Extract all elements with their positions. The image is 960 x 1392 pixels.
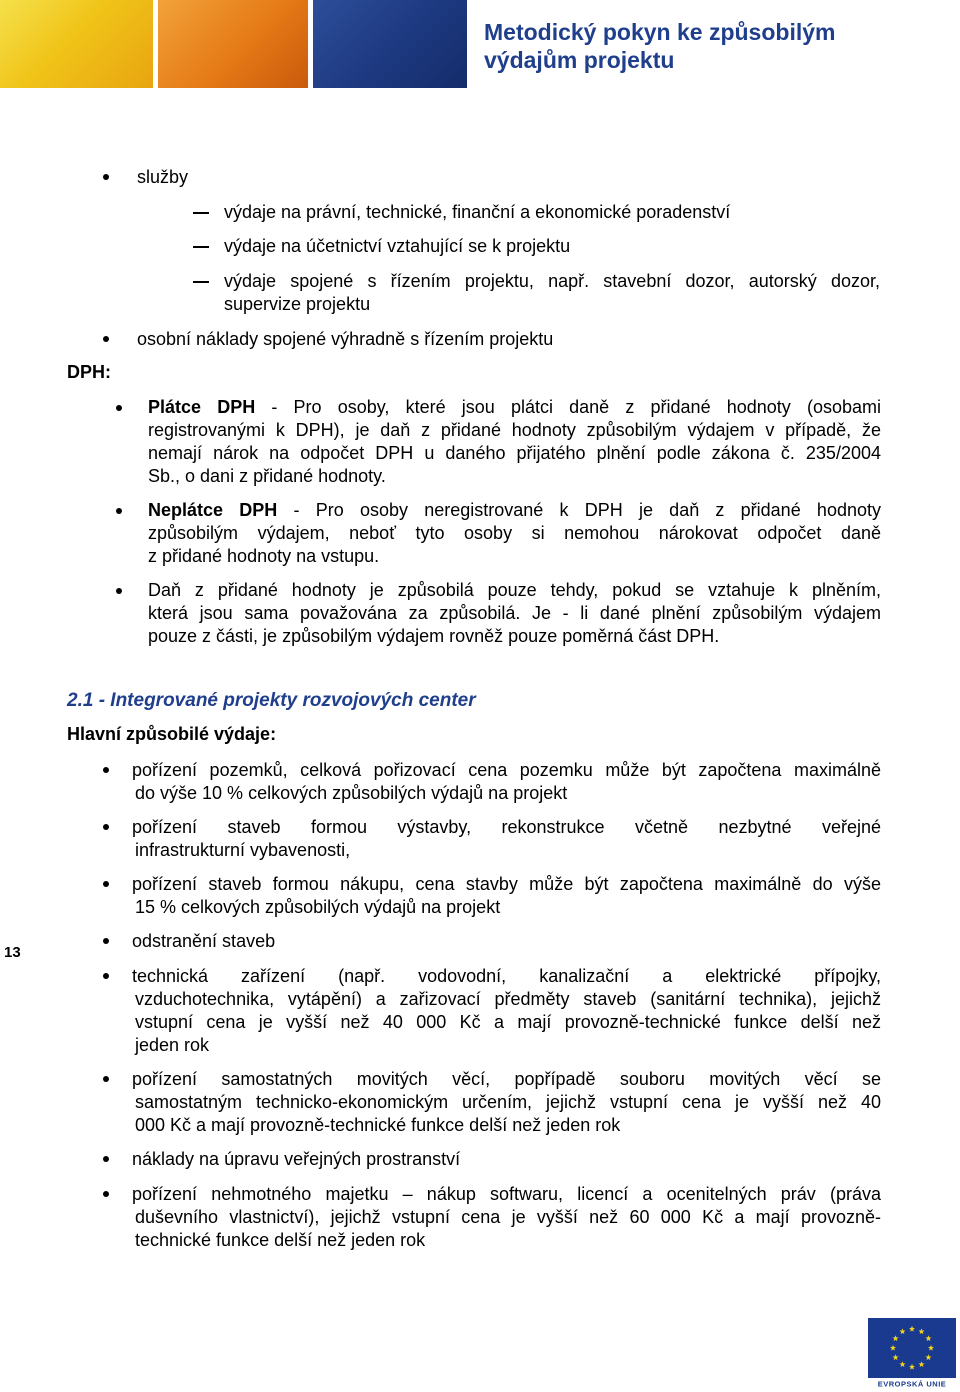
text-line: duševního vlastnictví), jejichž vstupní cena je vyšší než 60 000 Kč a mají provozně-	[135, 1207, 881, 1227]
bullet	[116, 588, 122, 594]
text-line: pořízení nehmotného majetku – nákup softwaru, licencí a ocenitelných práv (práva	[132, 1184, 881, 1204]
dash	[193, 212, 209, 214]
list-item	[132, 1183, 881, 1252]
list-item	[132, 965, 881, 1057]
eu-label: EVROPSKÁ UNIE	[877, 1379, 947, 1388]
bullet	[103, 1191, 109, 1197]
bullet	[103, 973, 109, 979]
list-item	[132, 759, 881, 805]
bullet	[103, 881, 109, 887]
text-line: pořízení pozemků, celková pořizovací cena pozemku může být započtena maximálně	[132, 760, 881, 780]
section-heading: 2.1 - Integrované projekty rozvojových center	[67, 690, 476, 711]
text-line: která jsou sama považována za způsobilá. Je - li dané plnění způsobilým výdajem	[148, 603, 881, 623]
bullet	[103, 938, 109, 944]
neplatce-text: - Pro osoby neregistrované k DPH je daň z přidané hodnoty	[277, 500, 881, 520]
neplatce-term: Neplátce DPH	[148, 500, 278, 520]
list-item	[132, 873, 881, 919]
dph-label: DPH:	[67, 362, 111, 382]
text-line: technická zařízení (např. vodovodní, kanalizační a elektrické přípojky,	[132, 966, 881, 986]
dash	[193, 281, 209, 283]
text-line: vstupní cena je vyšší než 40 000 Kč a mají provozně-technické funkce delší než	[135, 1012, 881, 1032]
bullet	[116, 508, 122, 514]
platce-term: Plátce DPH	[148, 397, 256, 417]
section-subheading: Hlavní způsobilé výdaje:	[67, 724, 277, 744]
bullet	[103, 336, 109, 342]
header-decor-orange	[158, 0, 308, 88]
bullet	[103, 1076, 109, 1082]
document-title-line1: Metodický pokyn ke způsobilým	[484, 19, 836, 45]
text-line: samostatným technicko-ekonomickým určením, jejichž vstupní cena je vyšší než 40	[135, 1092, 881, 1112]
text-line	[148, 396, 881, 419]
neplatce-paragraph	[148, 499, 881, 568]
text-line: 15 % celkových způsobilých výdajů na projekt	[135, 897, 501, 917]
bullet	[103, 767, 109, 773]
text-line: pouze z části, je způsobilým výdajem rovněž pouze poměrná část DPH.	[148, 626, 720, 646]
text-line: způsobilým výdajem, neboť tyto osoby si nemohou nárokovat odpočet daně	[148, 523, 881, 543]
bullet	[103, 174, 109, 180]
text-line: vzduchotechnika, vytápění) a zařizovací předměty staveb (sanitární technika), jejichž	[135, 989, 881, 1009]
dan-paragraph	[148, 579, 881, 648]
header-decor-blue	[313, 0, 467, 88]
text-line: odstranění staveb	[132, 931, 276, 951]
text-line	[148, 499, 881, 522]
text-line: supervize projektu	[224, 294, 371, 314]
dash	[193, 246, 209, 248]
text-line: infrastrukturní vybavenosti,	[135, 840, 351, 860]
text-line: technické funkce delší než jeden rok	[135, 1230, 426, 1250]
text-line: z přidané hodnoty na vstupu.	[148, 546, 380, 566]
bullet	[103, 1156, 109, 1162]
list-item: výdaje na právní, technické, finanční a ekonomické poradenství	[224, 202, 731, 222]
text-line: výdaje spojené s řízením projektu, např. stavební dozor, autorský dozor,	[224, 271, 880, 291]
text-line: pořízení staveb formou výstavby, rekonstrukce včetně nezbytné veřejné	[132, 817, 881, 837]
text-line: Sb., o dani z přidané hodnoty.	[148, 466, 386, 486]
document-title	[484, 18, 954, 74]
list-item	[224, 270, 880, 316]
sluzby-label: služby	[137, 167, 189, 187]
list-item	[132, 1148, 881, 1171]
text-line: náklady na úpravu veřejných prostranství	[132, 1149, 461, 1169]
text-line: jeden rok	[135, 1035, 210, 1055]
header-decor-yellow	[0, 0, 153, 88]
platce-text: - Pro osoby, které jsou plátci daně z přidané hodnoty (osobami	[255, 397, 881, 417]
text-line: nemají nárok na odpočet DPH u daného přijatého plnění podle zákona č. 235/2004	[148, 443, 881, 463]
text-line: Daň z přidané hodnoty je způsobilá pouze tehdy, pokud se vztahuje k plněním,	[148, 580, 881, 600]
list-item: osobní náklady spojené výhradně s řízením projektu	[137, 329, 554, 349]
list-item	[132, 816, 881, 862]
text-line: registrovanými k DPH), je daň z přidané hodnoty způsobilým výdajem v případě, že	[148, 420, 881, 440]
text-line: pořízení samostatných movitých věcí, popřípadě souboru movitých věcí se	[132, 1069, 881, 1089]
text-line: 000 Kč a mají provozně-technické funkce delší než jeden rok	[135, 1115, 621, 1135]
bullet	[103, 824, 109, 830]
page-number: 13	[4, 944, 21, 961]
text-line: do výše 10 % celkových způsobilých výdajů na projekt	[135, 783, 568, 803]
eu-flag-logo	[868, 1318, 956, 1388]
bullet	[116, 405, 122, 411]
document-title-line2: výdajům projektu	[484, 47, 675, 73]
text-line: pořízení staveb formou nákupu, cena stavby může být započtena maximálně do výše	[132, 874, 881, 894]
list-item: výdaje na účetnictví vztahující se k projektu	[224, 236, 571, 256]
list-item	[132, 1068, 881, 1137]
list-item	[132, 930, 881, 953]
platce-paragraph	[148, 396, 881, 488]
